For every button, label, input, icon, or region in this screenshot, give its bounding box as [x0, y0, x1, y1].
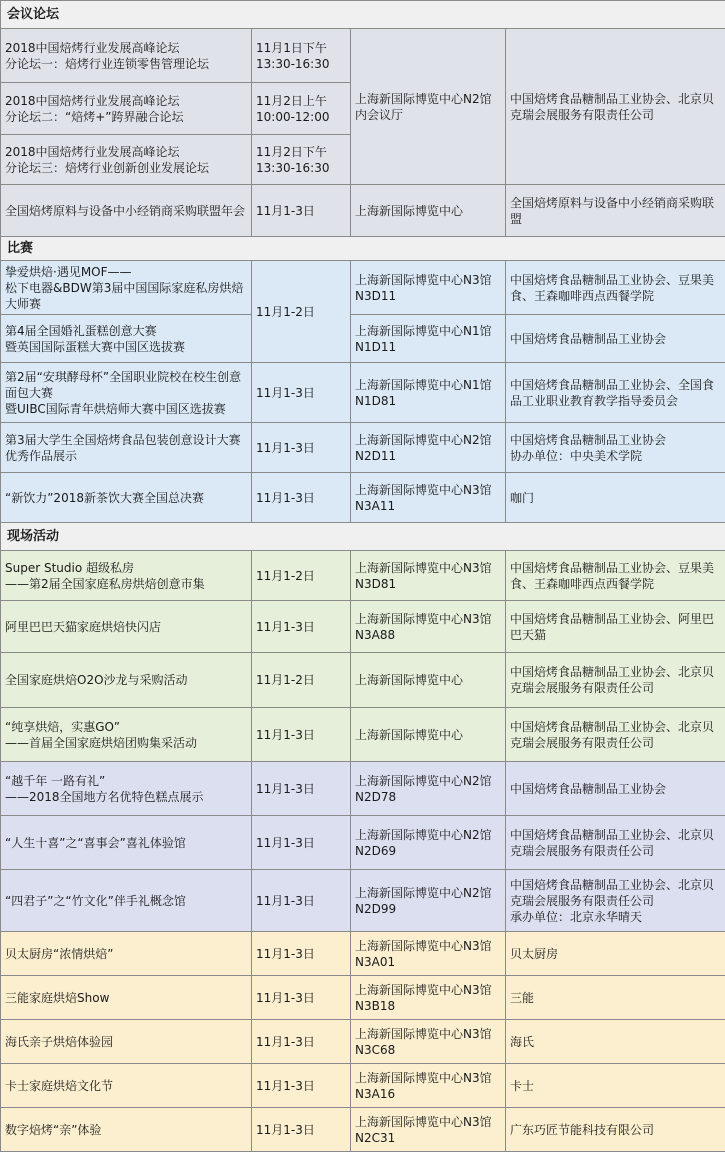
event-venue: 上海新国际博览中心N3馆 N3B18 [351, 976, 506, 1020]
event-organizer: 中国焙烤食品糖制品工业协会 协办单位：中央美术学院 [506, 423, 725, 473]
table-row [1, 1020, 725, 1064]
event-time: 11月1-3日 [252, 932, 351, 976]
table-row [1, 551, 725, 601]
event-venue: 上海新国际博览中心N2馆 N2D99 [351, 870, 506, 932]
event-time: 11月2日下午 13:30-16:30 [252, 135, 351, 185]
event-name: 数字焙烤“亲”体验 [1, 1108, 252, 1152]
event-time: 11月1-2日 [252, 261, 351, 363]
event-venue: 上海新国际博览中心N2馆 N2D11 [351, 423, 506, 473]
event-organizer: 贝太厨房 [506, 932, 725, 976]
table-row [1, 816, 725, 870]
event-organizer: 中国焙烤食品糖制品工业协会、阿里巴巴天猫 [506, 601, 725, 653]
event-time: 11月1-3日 [252, 816, 351, 870]
event-venue: 上海新国际博览中心N2馆 N2D69 [351, 816, 506, 870]
event-venue: 上海新国际博览中心N3馆 N3A16 [351, 1064, 506, 1108]
event-name: 阿里巴巴天猫家庭烘焙快闪店 [1, 601, 252, 653]
event-time: 11月1-3日 [252, 601, 351, 653]
event-time: 11月1-3日 [252, 423, 351, 473]
section-title: 现场活动 [1, 523, 725, 551]
event-organizer: 广东巧匠节能科技有限公司 [506, 1108, 725, 1152]
event-name: 2018中国焙烤行业发展高峰论坛 分论坛一：焙烤行业连锁零售管理论坛 [1, 29, 252, 83]
section-title: 比赛 [1, 237, 725, 261]
event-organizer: 中国焙烤食品糖制品工业协会 [506, 762, 725, 816]
event-time: 11月1-3日 [252, 1108, 351, 1152]
event-organizer: 卡士 [506, 1064, 725, 1108]
event-venue: 上海新国际博览中心N2馆 N2D78 [351, 762, 506, 816]
event-venue: 上海新国际博览中心N3馆 N3A11 [351, 473, 506, 523]
event-organizer: 中国焙烤食品糖制品工业协会 [506, 315, 725, 363]
event-name: 海氏亲子烘焙体验园 [1, 1020, 252, 1064]
table-row [1, 423, 725, 473]
event-venue: 上海新国际博览中心N1馆 N1D81 [351, 363, 506, 423]
section-header-live [1, 523, 725, 551]
event-name: Super Studio 超级私房 ——第2届全国家庭私房烘焙创意市集 [1, 551, 252, 601]
event-organizer: 咖门 [506, 473, 725, 523]
event-venue: 上海新国际博览中心N3馆 N3A01 [351, 932, 506, 976]
event-name: 贝太厨房“浓情烘焙” [1, 932, 252, 976]
event-organizer: 中国焙烤食品糖制品工业协会、北京贝克瑞会展服务有限责任公司 承办单位：北京永华晴天 [506, 870, 725, 932]
table-row [1, 29, 725, 83]
table-row [1, 363, 725, 423]
event-venue: 上海新国际博览中心N2馆 内会议厅 [351, 29, 506, 185]
event-time: 11月1-3日 [252, 473, 351, 523]
event-organizer: 中国焙烤食品糖制品工业协会、北京贝克瑞会展服务有限责任公司 [506, 816, 725, 870]
event-name: 挚爱烘焙·遇见MOF—— 松下电器&BDW第3届中国国际家庭私房烘焙大师赛 [1, 261, 252, 315]
event-name: “四君子”之“竹文化”伴手礼概念馆 [1, 870, 252, 932]
event-time: 11月2日上午 10:00-12:00 [252, 83, 351, 135]
table-row [1, 601, 725, 653]
table-row [1, 932, 725, 976]
event-time: 11月1-2日 [252, 653, 351, 708]
event-organizer: 中国焙烤食品糖制品工业协会、北京贝克瑞会展服务有限责任公司 [506, 29, 725, 185]
event-name: “纯享烘焙，实惠GO” ——首届全国家庭烘焙团购集采活动 [1, 708, 252, 762]
event-venue: 上海新国际博览中心N3馆 N3C68 [351, 1020, 506, 1064]
event-name: 全国焙烤原料与设备中小经销商采购联盟年会 [1, 185, 252, 237]
event-organizer: 中国焙烤食品糖制品工业协会、北京贝克瑞会展服务有限责任公司 [506, 708, 725, 762]
event-organizer: 全国焙烤原料与设备中小经销商采购联盟 [506, 185, 725, 237]
event-venue: 上海新国际博览中心N3馆 N3D81 [351, 551, 506, 601]
event-time: 11月1-3日 [252, 870, 351, 932]
event-name: 2018中国焙烤行业发展高峰论坛 分论坛三：焙烤行业创新创业发展论坛 [1, 135, 252, 185]
table-row [1, 1064, 725, 1108]
event-organizer: 中国焙烤食品糖制品工业协会、豆果美食、王森咖啡西点西餐学院 [506, 551, 725, 601]
event-venue: 上海新国际博览中心N3馆 N3A88 [351, 601, 506, 653]
section-header-competition [1, 237, 725, 261]
event-time: 11月1-3日 [252, 1064, 351, 1108]
event-organizer: 海氏 [506, 1020, 725, 1064]
event-time: 11月1-3日 [252, 976, 351, 1020]
event-organizer: 中国焙烤食品糖制品工业协会、豆果美食、王森咖啡西点西餐学院 [506, 261, 725, 315]
table-row [1, 1108, 725, 1152]
event-time: 11月1-3日 [252, 1020, 351, 1064]
table-row [1, 315, 725, 363]
event-time: 11月1-3日 [252, 708, 351, 762]
event-name: “人生十喜”之“喜事会”喜礼体验馆 [1, 816, 252, 870]
event-time: 11月1日下午 13:30-16:30 [252, 29, 351, 83]
event-organizer: 三能 [506, 976, 725, 1020]
event-venue: 上海新国际博览中心 [351, 708, 506, 762]
event-venue: 上海新国际博览中心 [351, 653, 506, 708]
section-header-forum [1, 1, 725, 29]
event-time: 11月1-3日 [252, 363, 351, 423]
event-time: 11月1-3日 [252, 185, 351, 237]
table-row [1, 870, 725, 932]
event-name: “新饮力”2018新茶饮大赛全国总决赛 [1, 473, 252, 523]
event-venue: 上海新国际博览中心 [351, 185, 506, 237]
table-row [1, 762, 725, 816]
event-name: 第3届大学生全国焙烤食品包装创意设计大赛优秀作品展示 [1, 423, 252, 473]
event-name: 第2届“安琪酵母杯”全国职业院校在校生创意面包大赛 暨UIBC国际青年烘焙师大赛中国区选拔赛 [1, 363, 252, 423]
event-name: 2018中国焙烤行业发展高峰论坛 分论坛二：“焙烤+”跨界融合论坛 [1, 83, 252, 135]
table-row [1, 185, 725, 237]
event-venue: 上海新国际博览中心N3馆 N2C31 [351, 1108, 506, 1152]
table-row [1, 261, 725, 315]
event-name: 卡士家庭烘焙文化节 [1, 1064, 252, 1108]
event-name: 全国家庭烘焙O2O沙龙与采购活动 [1, 653, 252, 708]
table-row [1, 653, 725, 708]
table-row [1, 708, 725, 762]
event-name: 三能家庭烘焙Show [1, 976, 252, 1020]
event-name: “越千年 一路有礼” ——2018全国地方名优特色糕点展示 [1, 762, 252, 816]
event-venue: 上海新国际博览中心N1馆 N1D11 [351, 315, 506, 363]
table-row [1, 473, 725, 523]
event-organizer: 中国焙烤食品糖制品工业协会、全国食品工业职业教育教学指导委员会 [506, 363, 725, 423]
event-name: 第4届全国婚礼蛋糕创意大赛 暨英国国际蛋糕大赛中国区选拔赛 [1, 315, 252, 363]
event-time: 11月1-3日 [252, 762, 351, 816]
section-title: 会议论坛 [1, 1, 725, 29]
event-organizer: 中国焙烤食品糖制品工业协会、北京贝克瑞会展服务有限责任公司 [506, 653, 725, 708]
event-time: 11月1-2日 [252, 551, 351, 601]
event-venue: 上海新国际博览中心N3馆 N3D11 [351, 261, 506, 315]
table-row [1, 976, 725, 1020]
